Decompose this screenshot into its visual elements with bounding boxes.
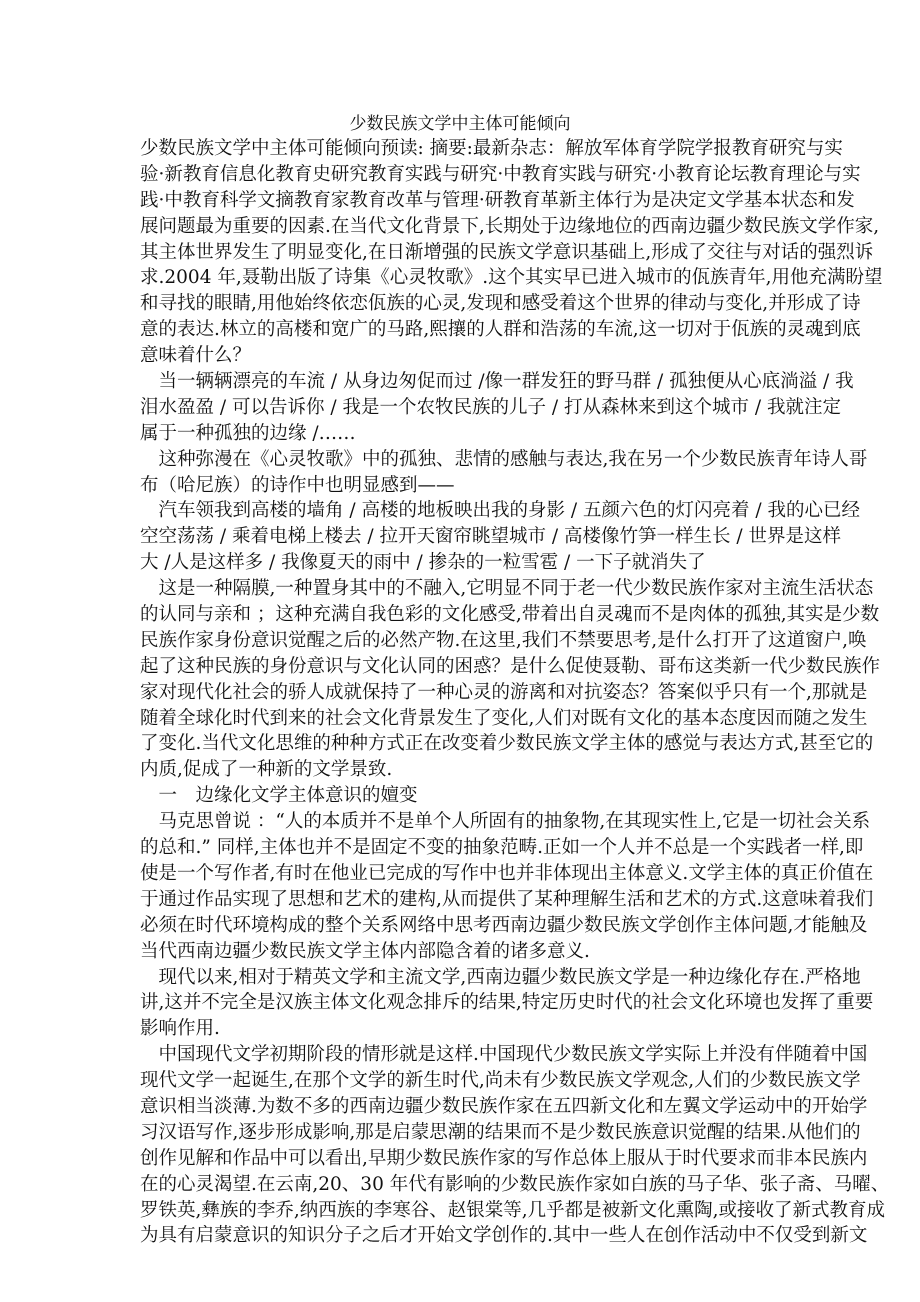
poem-quote: [140, 369, 854, 447]
text-line: 泪水盈盈 / 可以告诉你 / 我是一个农牧民族的儿子 / 打从森林来到这个城市 / 我就注定: [140, 396, 841, 418]
text-line: 当一辆辆漂亮的车流 / 从身边匆促而过 /像一群发狂的野马群 / 孤独便从心底淌溢 / 我: [140, 371, 854, 393]
paragraph: [140, 576, 881, 783]
text-line: 大 /人是这样多 / 我像夏天的雨中 / 掺杂的一粒雪雹 / 一下子就消失了: [140, 552, 706, 574]
paragraph: [140, 136, 883, 369]
text-line: 验·新教育信息化教育史研究教育实践与研究·中教育实践与研究·小教育论坛教育理论与实: [140, 163, 861, 185]
text-line: 于通过作品实现了思想和艺术的建构,从而提供了某种理解生活和艺术的方式.这意味着我们: [140, 888, 874, 910]
text-line: 为具有启蒙意识的知识分子之后才开始文学创作的.其中一些人在创作活动中不仅受到新文: [140, 1225, 868, 1247]
text-line: 马克思曾说 ：“人的本质并不是单个人所固有的抽象物,在其现实性上,它是一切社会关系: [140, 811, 871, 833]
text-line: 意味着什么？: [140, 345, 252, 367]
text-line: 布（哈尼族）的诗作中也明显感到——: [140, 474, 455, 496]
text-line: 展问题最为重要的因素.在当代文化背景下,长期处于边缘地位的西南边疆少数民族文学作家,: [140, 215, 880, 237]
section-heading: [140, 783, 792, 809]
text-line: 属于一种孤独的边缘 /……: [140, 422, 356, 444]
paragraph: [140, 447, 868, 499]
text-line: 的总和.” 同样,主体也并不是固定不变的抽象范畴.正如一个人并不总是一个实践者一样,即: [140, 837, 864, 859]
text-line: 现代以来,相对于精英文学和主流文学,西南边疆少数民族文学是一种边缘化存在.严格地: [140, 966, 861, 988]
text-line: 罗铁英,彝族的李乔,纳西族的李寒谷、赵银棠等,几乎都是被新文化熏陶,或接收了新式教育成: [140, 1199, 886, 1221]
text-line: 这是一种隔膜,一种置身其中的不融入,它明显不同于老一代少数民族作家对主流生活状态: [140, 578, 874, 600]
text-line: 一 边缘化文学主体意识的嬗变: [140, 785, 418, 807]
document-body: [140, 136, 890, 1249]
text-line: 空空荡荡 / 乘着电梯上楼去 / 拉开天窗帘眺望城市 / 高楼像竹笋一样生长 / 世界是这样: [140, 526, 841, 548]
text-line: 习汉语写作,逐步形成影响,那是启蒙思潮的结果而不是少数民族意识觉醒的结果.从他们的: [140, 1121, 861, 1143]
text-line: 汽车领我到高楼的墙角 / 高楼的地板映出我的身影 / 五颜六色的灯闪亮着 / 我的心已经: [140, 500, 860, 522]
text-line: 随着全球化时代到来的社会文化背景发生了变化,人们对既有文化的基本态度因而随之发生: [140, 707, 868, 729]
text-line: 在的心灵渴望.在云南,20、30 年代有影响的少数民族作家如白族的马子华、张子斋、马曜、: [140, 1173, 890, 1195]
text-line: 了变化.当代文化思维的种种方式正在改变着少数民族文学主体的感觉与表达方式,甚至它的: [140, 733, 874, 755]
paragraph: [140, 809, 874, 964]
text-line: 影响作用.: [140, 1018, 220, 1040]
paragraph: [140, 965, 874, 1043]
text-line: 民族作家身份意识觉醒之后的必然产物.在这里,我们不禁要思考,是什么打开了这道窗户,唤: [140, 629, 867, 651]
text-line: 现代文学一起诞生,在那个文学的新生时代,尚未有少数民族文学观念,人们的少数民族文学: [140, 1070, 861, 1092]
text-line: 内质,促成了一种新的文学景致.: [140, 759, 393, 781]
text-line: 中国现代文学初期阶段的情形就是这样.中国现代少数民族文学实际上并没有伴随着中国: [140, 1044, 868, 1066]
text-line: 少数民族文学中主体可能倾向预读: 摘要:最新杂志：解放军体育学院学报教育研究与实: [140, 138, 843, 159]
text-line: 使是一个写作者,有时在他业已完成的写作中也并非体现出主体意义.文学主体的真正价值在: [140, 862, 874, 884]
document-title: 少数民族文学中主体可能倾向: [349, 114, 571, 134]
text-line: 的认同与亲和 ；这种充满自我色彩的文化感受,带着出自灵魂而不是肉体的孤独,其实是少数: [140, 604, 880, 626]
poem-quote: [140, 498, 860, 576]
text-line: 意识相当淡薄.为数不多的西南边疆少数民族作家在五四新文化和左翼文学运动中的开始学: [140, 1095, 868, 1117]
text-line: 其主体世界发生了明显变化,在日渐增强的民族文学意识基础上,形成了交往与对话的强烈诉: [140, 241, 874, 263]
text-line: 家对现代化社会的骄人成就保持了一种心灵的游离和对抗姿态？答案似乎只有一个,那就是: [140, 681, 868, 703]
text-line: 创作见解和作品中可以看出,早期少数民族作家的写作总体上服从于时代要求而非本民族内: [140, 1147, 868, 1169]
text-line: 讲,这并不完全是汉族主体文化观念排斥的结果,特定历史时代的社会文化环境也发挥了重要: [140, 992, 874, 1014]
text-line: 当代西南边疆少数民族文学主体内部隐含着的诸多意义.: [140, 940, 590, 962]
text-line: 和寻找的眼睛,用他始终依恋佤族的心灵,发现和感受着这个世界的律动与变化,并形成了诗: [140, 293, 861, 315]
text-line: 必须在时代环境构成的整个关系网络中思考西南边疆少数民族文学创作主体问题,才能触及: [140, 914, 868, 936]
text-line: 这种弥漫在《心灵牧歌》中的孤独、悲情的感触与表达,我在另一个少数民族青年诗人哥: [140, 448, 868, 470]
paragraph: [140, 1042, 890, 1249]
text-line: 意的表达.林立的高楼和宽广的马路,熙攘的人群和浩荡的车流,这一切对于佤族的灵魂到底: [140, 319, 861, 341]
text-line: 起了这种民族的身份意识与文化认同的困惑？是什么促使聂勒、哥布这类新一代少数民族作: [140, 655, 881, 677]
text-line: 求.2004 年,聂勒出版了诗集《心灵牧歌》.这个其实早已进入城市的佤族青年,用他充满盼望: [140, 267, 883, 289]
text-line: 践·中教育科学文摘教育家教育改革与管理·研教育革新主体行为是决定文学基本状态和发: [140, 189, 855, 211]
